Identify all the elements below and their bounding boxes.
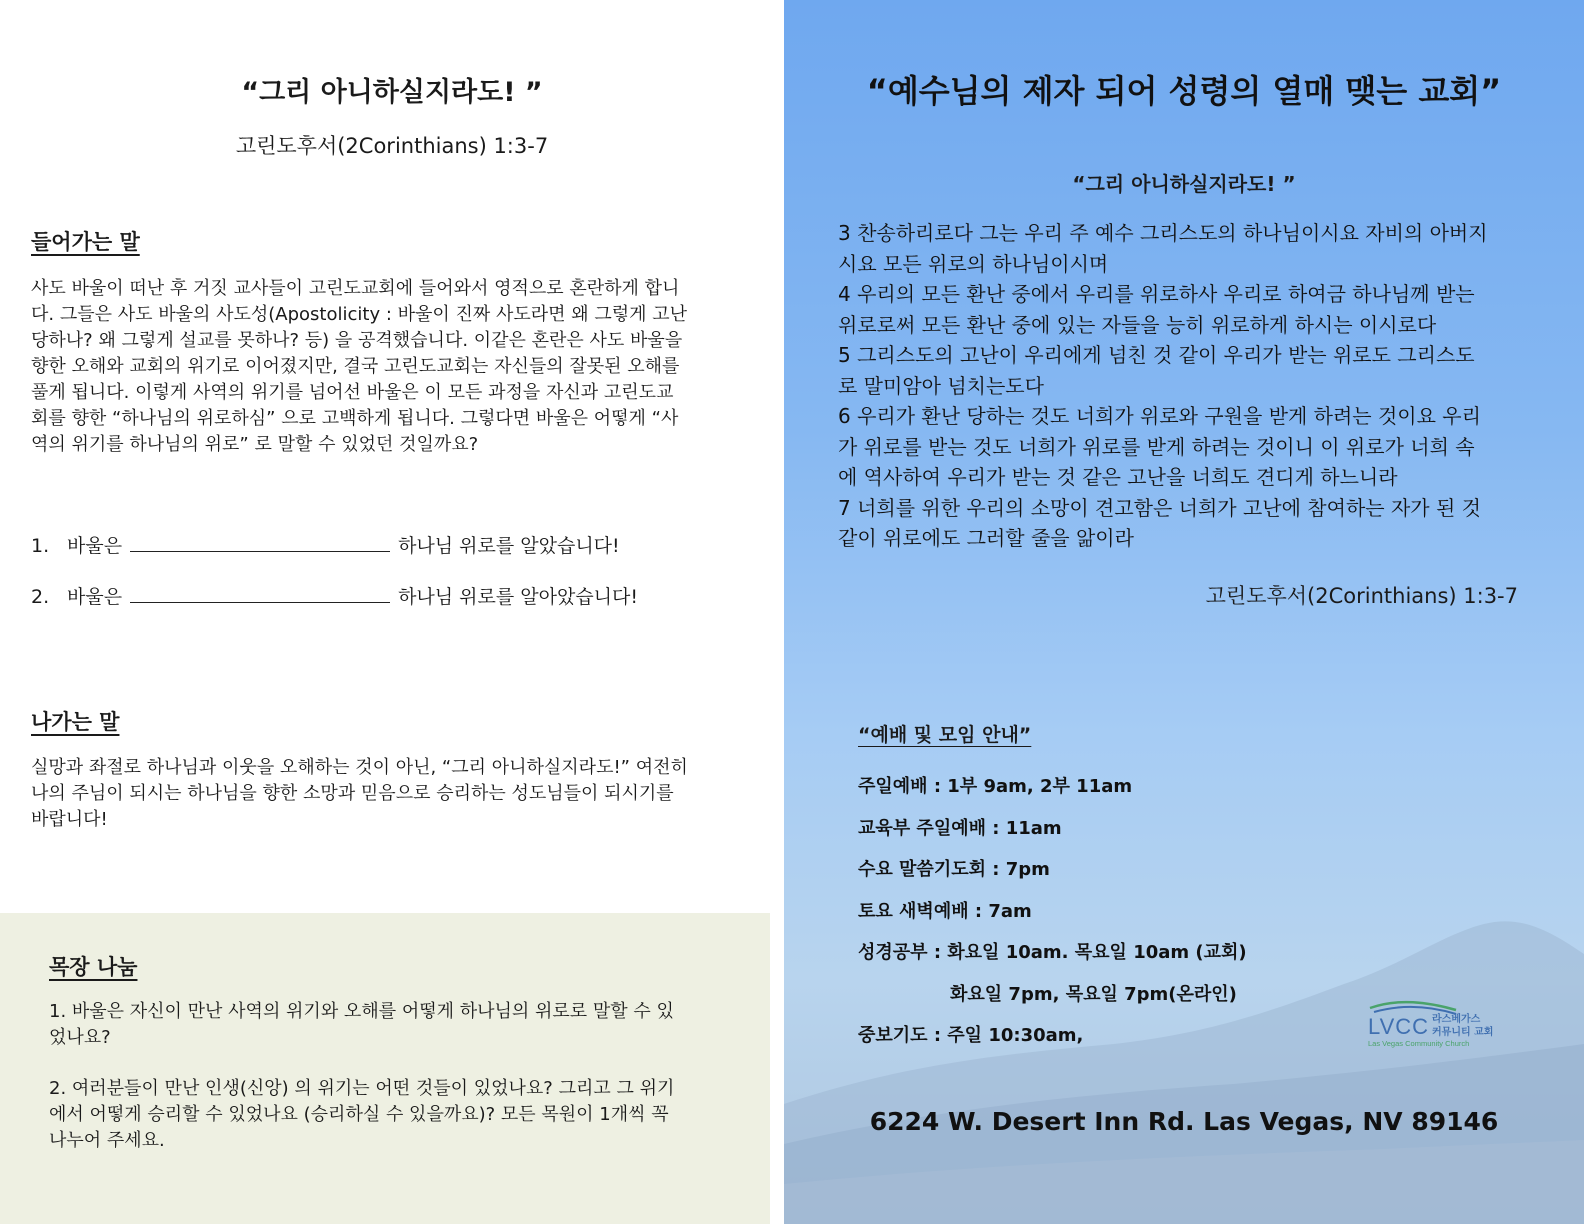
verse-line: 7 너희를 위한 우리의 소망이 견고함은 너희가 고난에 참여하는 자가 된 것 (838, 495, 1481, 520)
sharing-question-2 (49, 1076, 739, 1154)
verse-line: 에 역사하여 우리가 받는 것 같은 고난을 너희도 견디게 하느니라 (838, 465, 1398, 489)
sharing-question-1 (49, 999, 739, 1051)
svg-text:Las Vegas Community Church: Las Vegas Community Church (1368, 1039, 1470, 1048)
fill-number: 1. (31, 535, 50, 557)
services-heading: “예배 및 모임 안내” (858, 724, 1032, 746)
fill-blank[interactable] (130, 586, 390, 603)
question-line: 나누어 주세요. (49, 1130, 165, 1151)
service-item: 중보기도 : 주일 10:30am, (858, 1025, 1084, 1046)
fill-prefix: 바울은 (67, 586, 123, 608)
fill-suffix: 하나님 위로를 알아았습니다! (398, 586, 639, 608)
fill-suffix: 하나님 위로를 알았습니다! (398, 535, 620, 557)
intro-line: 풀게 됩니다. 이렇게 사역의 위기를 넘어선 바울은 이 모든 과정을 자신과 고린도교 (31, 382, 674, 403)
svg-text:LVCC: LVCC (1368, 1014, 1430, 1039)
intro-line: 역의 위기를 하나님의 위로” 로 말할 수 있었던 것일까요? (31, 434, 479, 455)
verse-line: 가 위로를 받는 것도 너희가 위로를 받게 하려는 것이니 이 위로가 너희 속 (838, 434, 1475, 459)
verse-line: 3 찬송하리로다 그는 우리 주 예수 그리스도의 하나님이시요 자비의 아버지 (838, 221, 1488, 245)
verse-line: 5 그리스도의 고난이 우리에게 넘친 것 같이 우리가 받는 위로도 그리스도 (838, 343, 1475, 367)
fill-blank[interactable] (130, 535, 390, 552)
fill-number: 2. (31, 586, 50, 608)
verse-line: 같이 위로에도 그러할 줄을 앎이라 (838, 526, 1134, 550)
service-item: 교육부 주일예배 : 11am (858, 818, 1062, 839)
outro-line: 바랍니다! (31, 809, 108, 830)
right-panel (784, 0, 1584, 1224)
svg-text:라스베가스: 라스베가스 (1432, 1014, 1481, 1025)
scripture-reference: 고린도후서(2Corinthians) 1:3-7 (235, 134, 549, 158)
intro-line: 향한 오해와 교회의 위기로 이어졌지만, 결국 고린도교회는 자신들의 잘못된 오해를 (31, 356, 680, 377)
sermon-title: “그리 아니하실지라도! ” (241, 77, 543, 108)
fill-in-item-1 (31, 531, 620, 558)
verse-line: 위로로써 모든 환난 중에 있는 자들을 능히 위로하게 하시는 이시로다 (838, 312, 1437, 337)
church-logo (1368, 1000, 1508, 1050)
verse-line: 시요 모든 위로의 하나님이시며 (838, 251, 1109, 276)
church-address: 6224 W. Desert Inn Rd. Las Vegas, NV 89146 (869, 1107, 1499, 1136)
service-item: 토요 새벽예배 : 7am (858, 901, 1032, 922)
outro-heading: 나가는 말 (31, 710, 120, 734)
scripture-passage (838, 218, 1538, 554)
sharing-heading: 목장 나눔 (49, 955, 138, 979)
church-motto: “예수님의 제자 되어 성령의 열매 맺는 교회” (866, 72, 1502, 110)
fill-prefix: 바울은 (67, 535, 123, 557)
verse-line: 로 말미암아 넘치는도다 (838, 373, 1044, 398)
outro-line: 나의 주님이 되시는 하나님을 향한 소망과 믿음으로 승리하는 성도님들이 되시기를 (31, 783, 674, 804)
intro-line: 회를 향한 “하나님의 위로하심” 으로 고백하게 됩니다. 그렇다면 바울은 어떻게 “사 (31, 408, 679, 429)
sermon-title-right: “그리 아니하실지라도! ” (1072, 172, 1296, 196)
service-item: 주일예배 : 1부 9am, 2부 11am (858, 776, 1133, 797)
intro-paragraph (31, 276, 751, 458)
sharing-box (0, 913, 770, 1224)
intro-heading: 들어가는 말 (31, 230, 140, 254)
verse-reference: 고린도후서(2Corinthians) 1:3-7 (1205, 584, 1518, 608)
service-item: 성경공부 : 화요일 10am. 목요일 10am (교회) (858, 942, 1247, 963)
intro-line: 사도 바울이 떠난 후 거짓 교사들이 고린도교회에 들어와서 영적으로 혼란하게 합니 (31, 278, 680, 299)
verse-line: 4 우리의 모든 환난 중에서 우리를 위로하사 우리로 하여금 하나님께 받는 (838, 282, 1475, 306)
question-line: 1. 바울은 자신이 만난 사역의 위기와 오해를 어떻게 하나님의 위로로 말할 수 있 (49, 1001, 674, 1022)
service-item: 화요일 7pm, 목요일 7pm(온라인) (950, 984, 1237, 1005)
intro-line: 다. 그들은 사도 바울의 사도성(Apostolicity : 바울이 진짜 사도라면 왜 그렇게 고난 (31, 304, 688, 325)
fill-in-item-2 (31, 582, 638, 609)
intro-line: 당하나? 왜 그렇게 설교를 못하나? 등) 을 공격했습니다. 이같은 혼란은 사도 바울을 (31, 330, 683, 351)
svg-text:커뮤니티 교회: 커뮤니티 교회 (1432, 1027, 1494, 1038)
outro-paragraph (31, 755, 751, 833)
service-item: 수요 말씀기도회 : 7pm (858, 859, 1050, 880)
left-panel (0, 0, 784, 1224)
question-line: 2. 여러분들이 만난 인생(신앙) 의 위기는 어떤 것들이 있었나요? 그리고 그 위기 (49, 1078, 675, 1099)
question-line: 었나요? (49, 1027, 111, 1048)
verse-line: 6 우리가 환난 당하는 것도 너희가 위로와 구원을 받게 하려는 것이요 우리 (838, 404, 1481, 428)
question-line: 에서 어떻게 승리할 수 있었나요 (승리하실 수 있을까요)? 모든 목원이 1개씩 꼭 (49, 1104, 669, 1125)
outro-line: 실망과 좌절로 하나님과 이웃을 오해하는 것이 아닌, “그리 아니하실지라도!” 여전히 (31, 757, 688, 778)
